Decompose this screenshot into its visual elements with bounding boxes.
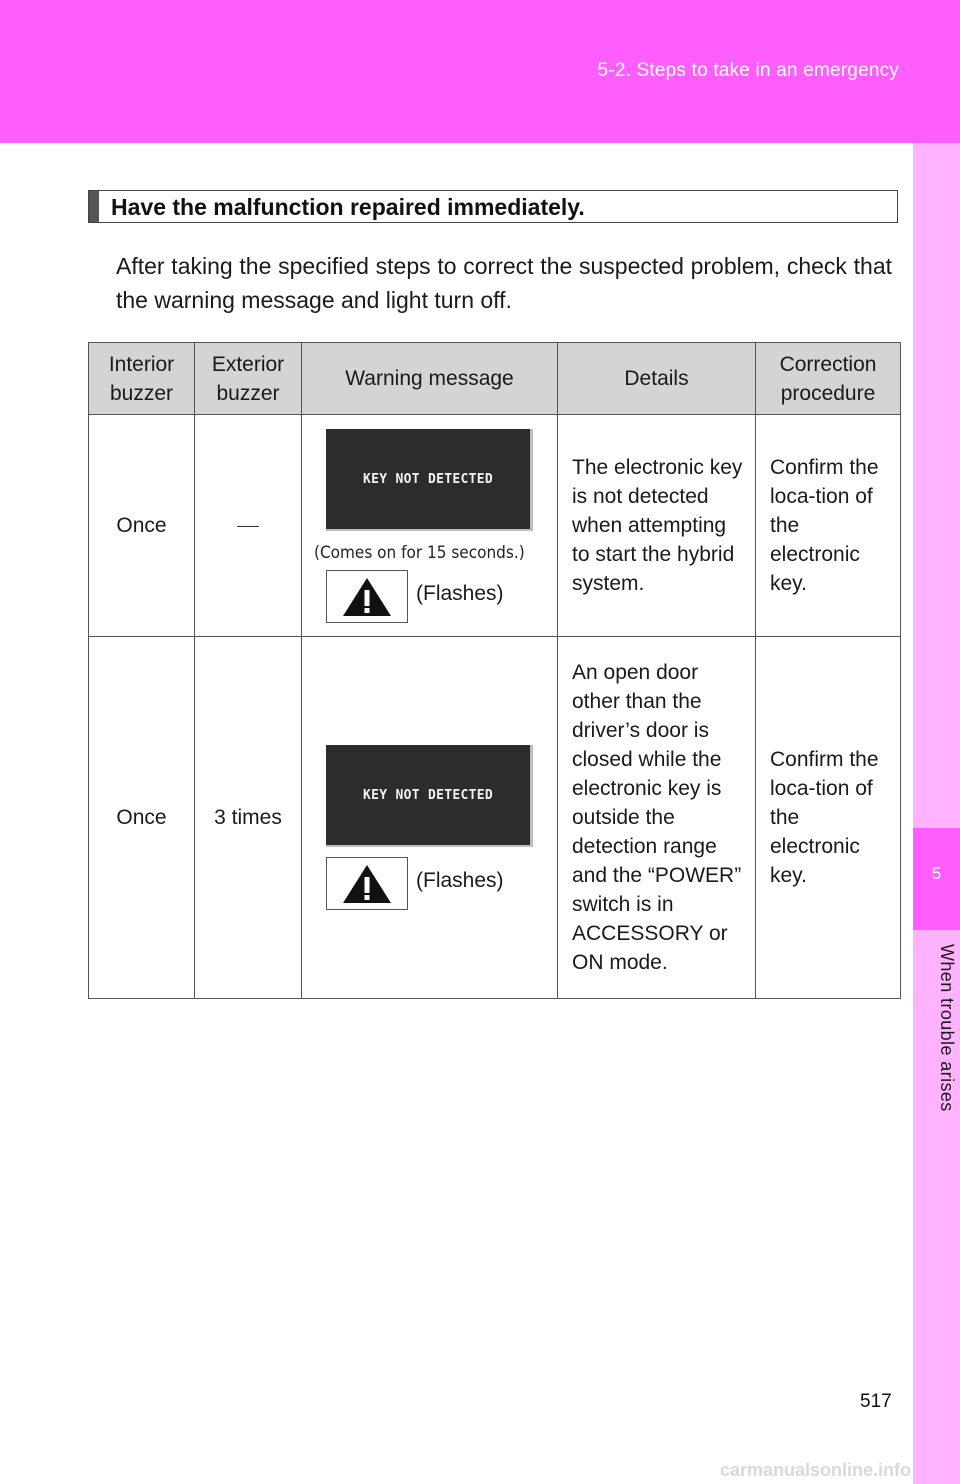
table-row <box>89 637 901 999</box>
section-heading <box>88 190 898 223</box>
display-text: KEY NOT DETECTED <box>362 471 494 487</box>
chapter-label: When trouble arises <box>937 944 957 1112</box>
header-interior-buzzer: Interior buzzer <box>89 343 195 415</box>
interior-buzzer-cell: Once <box>89 637 195 999</box>
page-number: 517 <box>860 1391 892 1412</box>
page-header <box>0 0 960 143</box>
heading-bar <box>89 191 99 222</box>
none-dash <box>237 526 259 527</box>
flashes-label: (Flashes) <box>416 869 504 892</box>
header-correction-procedure: Correction procedure <box>756 343 901 415</box>
section-title: 5-2. Steps to take in an emergency <box>597 60 899 81</box>
exterior-buzzer-cell: 3 times <box>195 637 302 999</box>
key-not-detected-display <box>326 745 533 847</box>
warning-light-box <box>326 570 408 623</box>
warning-message-cell <box>302 637 558 999</box>
warning-light-box <box>326 857 408 910</box>
watermark: carmanualsonline.info <box>720 1460 912 1480</box>
chapter-number: 5 <box>931 864 942 883</box>
heading-text: Have the malfunction repaired immediately. <box>111 194 585 220</box>
header-exterior-buzzer: Exterior buzzer <box>195 343 302 415</box>
flashes-label: (Flashes) <box>416 582 504 605</box>
warning-triangle-icon <box>341 576 393 618</box>
warning-triangle-icon <box>341 863 393 905</box>
warning-table <box>88 342 901 999</box>
correction-cell: Confirm the loca-tion of the electronic key. <box>756 637 901 999</box>
header-details: Details <box>558 343 756 415</box>
interior-buzzer-cell: Once <box>89 415 195 637</box>
side-strip <box>913 143 960 1484</box>
exterior-buzzer-cell <box>195 415 302 637</box>
header-warning-message: Warning message <box>302 343 558 415</box>
details-cell: An open door other than the driver’s door is closed while the electronic key is outside the detection range and the “POWER” switch is in ACCESSORY or ON mode. <box>558 637 756 999</box>
table-row <box>89 415 901 637</box>
duration-note: (Comes on for 15 seconds.) <box>314 543 525 563</box>
correction-cell: Confirm the loca-tion of the electronic key. <box>756 415 901 637</box>
table-header-row <box>89 343 901 415</box>
display-text: KEY NOT DETECTED <box>362 787 494 803</box>
details-cell: The electronic key is not detected when attempting to start the hybrid system. <box>558 415 756 637</box>
key-not-detected-display <box>326 429 533 531</box>
warning-message-cell <box>302 415 558 637</box>
intro-paragraph: After taking the specified steps to correct the suspected problem, check that the warning message and light turn off. <box>116 253 892 313</box>
